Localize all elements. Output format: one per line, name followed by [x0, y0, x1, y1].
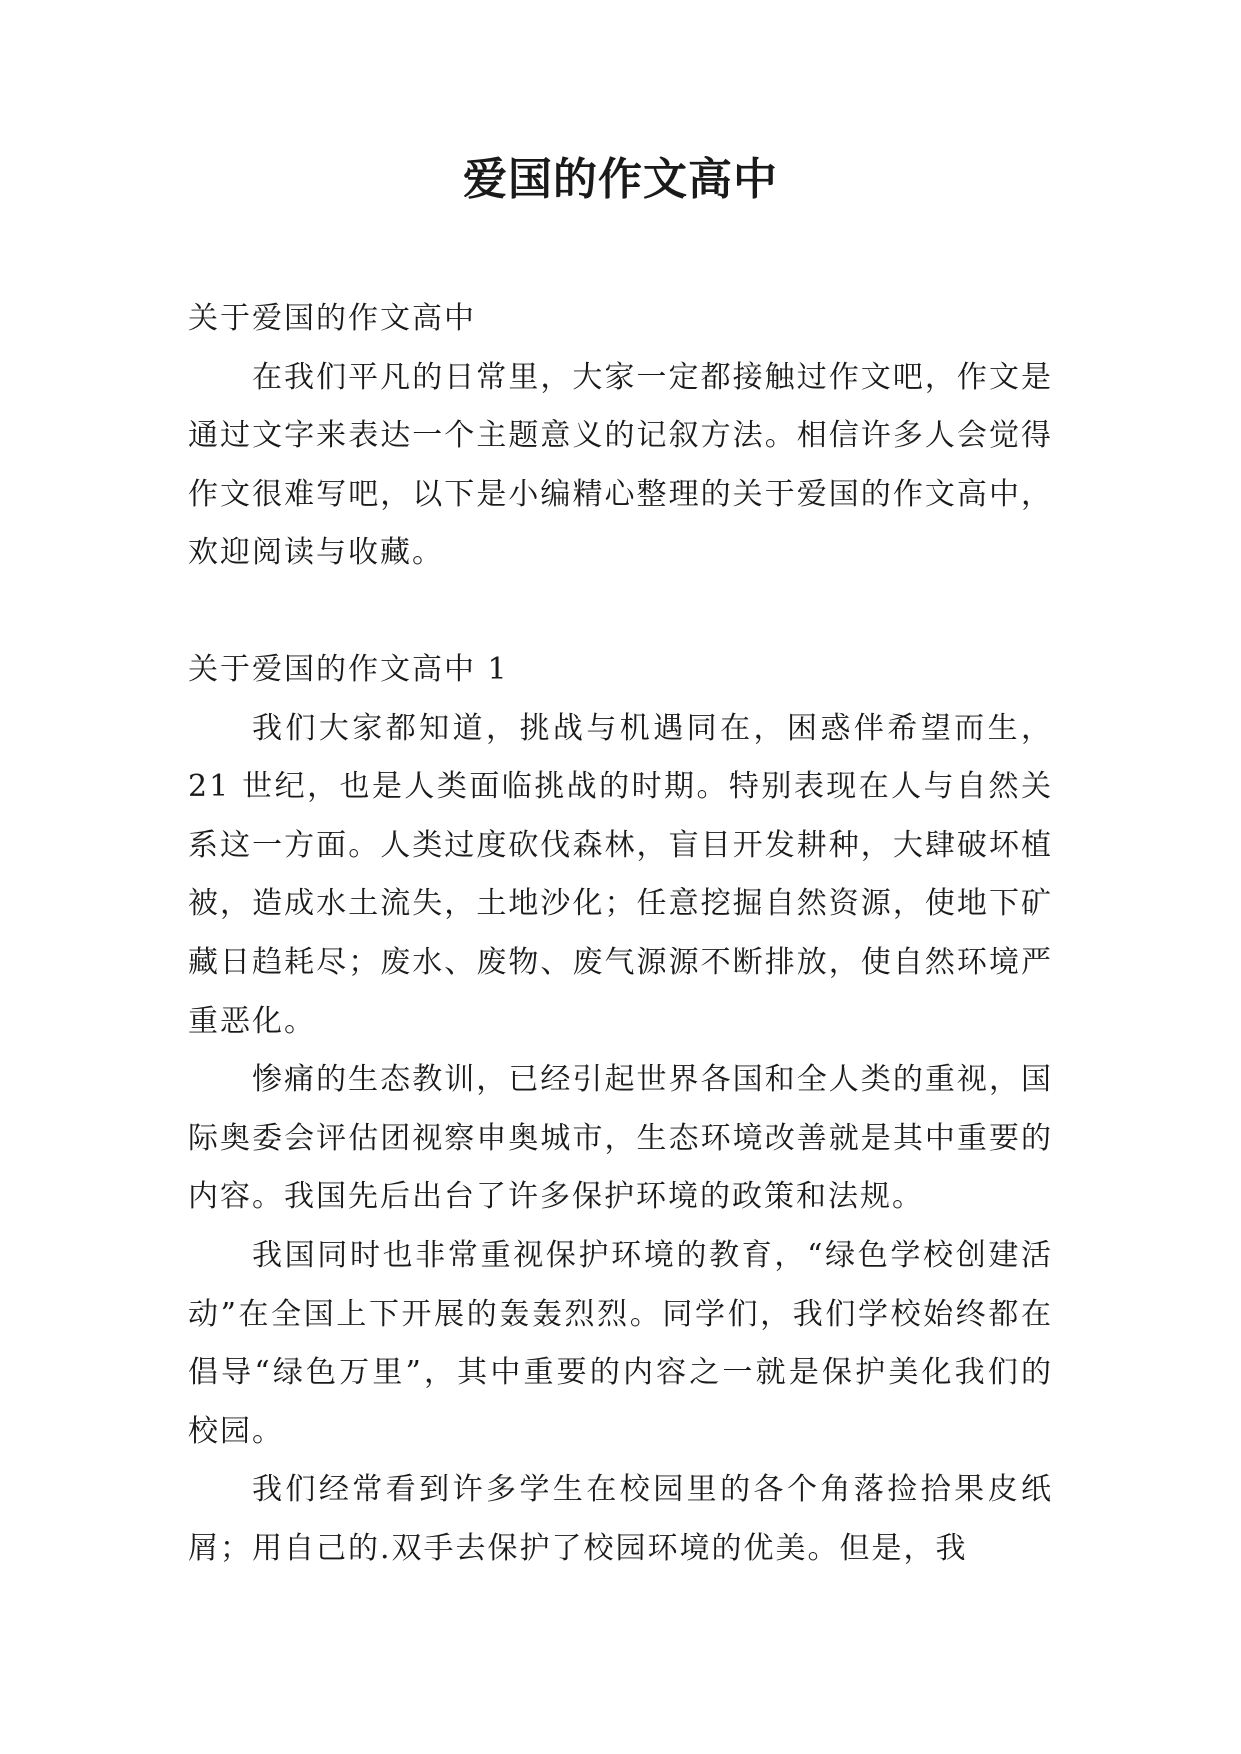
document-body [188, 290, 1053, 1578]
body-paragraph: 我们经常看到许多学生在校园里的各个角落捡拾果皮纸屑；用自己的.双手去保护了校园环境的优美。但是，我 [188, 1472, 1053, 1566]
section-heading-1: 关于爱国的作文高中 1 [188, 651, 509, 687]
body-paragraph: 惨痛的生态教训，已经引起世界各国和全人类的重视，国际奥委会评估团视察申奥城市，生态环境改善就是其中重要的内容。我国先后出台了许多保护环境的政策和法规。 [188, 1062, 1053, 1215]
document-title: 爱国的作文高中 [463, 154, 778, 205]
intro-heading: 关于爱国的作文高中 [188, 301, 476, 336]
section-spacer [188, 583, 1053, 641]
body-paragraph: 我们大家都知道，挑战与机遇同在，困惑伴希望而生，21 世纪，也是人类面临挑战的时期。特别表现在人与自然关系这一方面。人类过度砍伐森林，盲目开发耕种，大肆破坏植被，造成水土流失，土地沙化；任意挖掘自然资源，使地下矿藏日趋耗尽；废水、废物、废气源源不断排放，使自然环境严重恶化。 [188, 710, 1053, 1039]
intro-paragraph: 在我们平凡的日常里，大家一定都接触过作文吧，作文是通过文字来表达一个主题意义的记叙方法。相信许多人会觉得作文很难写吧，以下是小编精心整理的关于爱国的作文高中，欢迎阅读与收藏。 [188, 359, 1053, 571]
body-paragraph: 我国同时也非常重视保护环境的教育，“绿色学校创建活动”在全国上下开展的轰轰烈烈。同学们，我们学校始终都在倡导“绿色万里”，其中重要的内容之一就是保护美化我们的校园。 [188, 1237, 1053, 1449]
